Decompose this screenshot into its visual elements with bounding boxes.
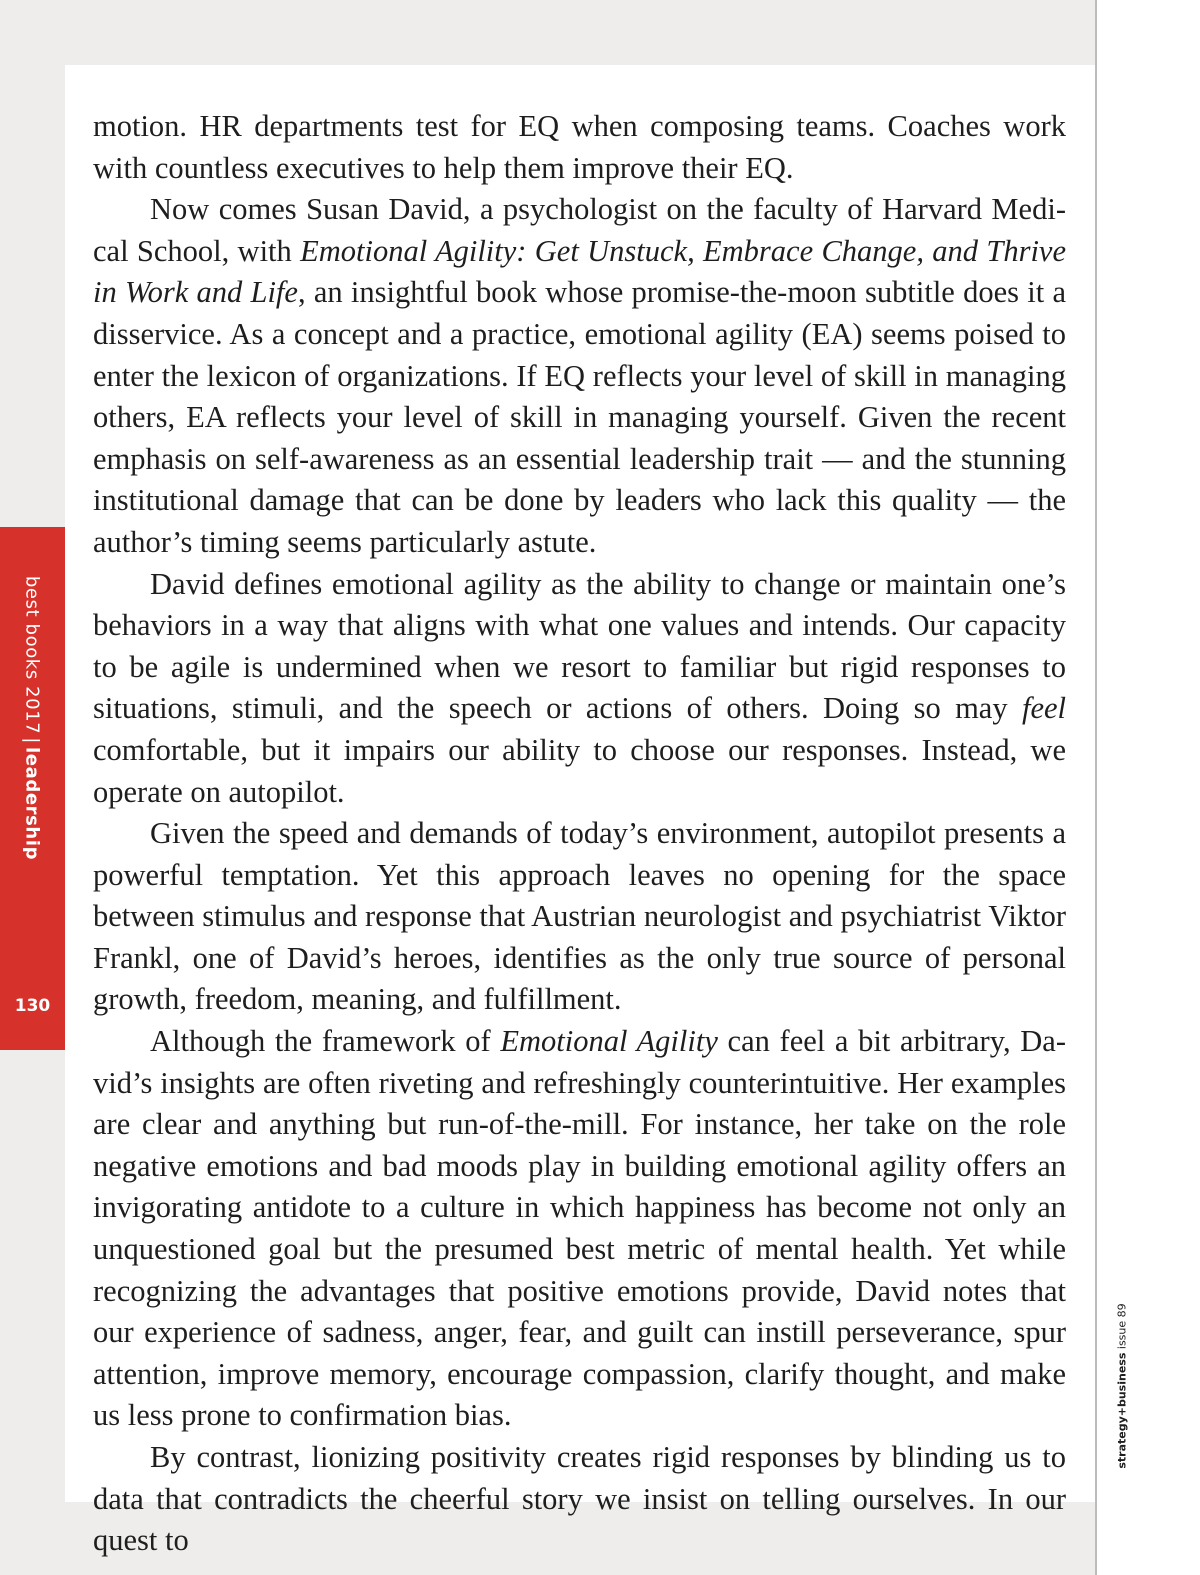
paragraph-text: motion. HR departments test for EQ when composing teams. Coaches work with countless executives to help them improve their EQ.	[93, 109, 1066, 185]
paragraph-text: Given the speed and demands of today’s environment, autopilot presents a powerful temptation. Yet this approach leaves no opening for the space between stimulus and response that Austrian neurologist and psychiatrist Viktor Frankl, one of David’s heroes, identifies as the only true source of personal growth, freedom, meaning, and fulfillment.	[93, 816, 1066, 1017]
section-separator: |	[21, 737, 43, 745]
section-prefix: best books 2017	[21, 575, 43, 735]
article-body	[93, 106, 1066, 1562]
paragraph	[93, 189, 1066, 563]
section-name: leadership	[21, 747, 43, 861]
issue-number: issue 89	[1115, 1303, 1129, 1350]
paragraph	[93, 564, 1066, 814]
book-title: Emotional Agility: Get Unstuck, Embrace Change, and Thrive in Work and Life	[93, 233, 1066, 310]
paragraph-text: By contrast, lionizing positivity creates rigid responses by blinding us to data that contradicts the cheerful story we insist on telling ourselves. In our quest to	[93, 1440, 1066, 1558]
page-edge-divider	[1095, 0, 1097, 1575]
paragraph-text: Now comes Susan David, a psychologist on the faculty of Harvard Medical School, with	[93, 192, 1066, 268]
emphasis-text: feel	[1021, 691, 1066, 726]
paragraph	[93, 813, 1066, 1021]
paragraph-text: comfortable, but it impairs our ability to choose our responses. Instead, we operate on autopilot.	[93, 732, 1066, 809]
paragraph	[93, 1021, 1066, 1437]
paragraph	[93, 106, 1066, 189]
section-label	[22, 576, 43, 860]
paragraph-text: Although the framework of	[150, 1024, 501, 1059]
paragraph-text: , an insightful book whose promise-the-moon subtitle does it a disservice. As a concept and a practice, emotional agility (EA) seems poised to enter the lexicon of organizations. If EQ reflects your level of skill in managing others, EA reflects your level of skill in managing yourself. Given the recent emphasis on self-awareness as an essential leadership trait — and the stunning institutional damage that can be done by leaders who lack this quality — the author’s timing seems particularly astute.	[93, 275, 1066, 559]
paragraph	[93, 1437, 1066, 1562]
page-number: 130	[14, 996, 51, 1016]
book-title: Emotional Agility	[500, 1024, 718, 1059]
paragraph-text: can feel a bit arbitrary, David’s insights are often riveting and refreshingly counterintuitive. Her examples are clear and anything but run-of-the-mill. For instance, her take on the role negative emotions and bad moods play in building emotional agility offers an invigorating antidote to a culture in which happiness has become not only an unquestioned goal but the presumed best metric of mental health. Yet while recognizing the advantages that positive emotions provide, David notes that our experience of sadness, anger, fear, and guilt can instill perseverance, spur attention, improve memory, encourage compassion, clarify thought, and make us less prone to confirmation bias.	[93, 1024, 1067, 1433]
right-margin-strip	[1097, 0, 1200, 1575]
paragraph-text: David defines emotional agility as the ability to change or maintain one’s behaviors in a way that aligns with what one values and intends. Our capacity to be agile is undermined when we resort to familiar but rigid responses to situations, stimuli, and the speech or actions of others. Doing so may	[93, 566, 1066, 726]
publication-footer	[1116, 1303, 1129, 1468]
publication-name: strategy+business	[1115, 1352, 1129, 1469]
